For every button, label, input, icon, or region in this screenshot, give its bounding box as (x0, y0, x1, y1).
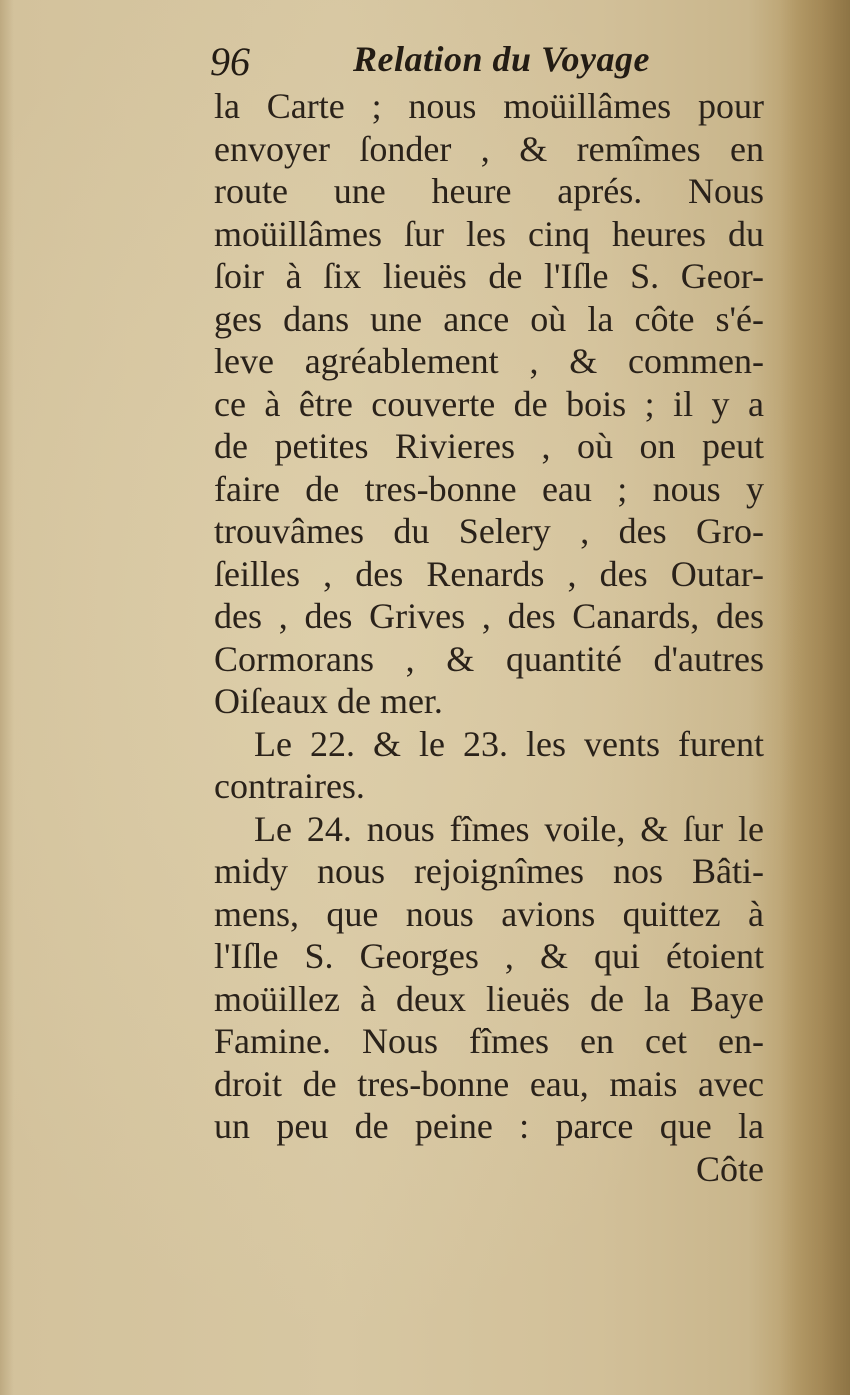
text-line-10: faire de tres-bonne eau ; nous y (214, 468, 764, 509)
text-line-23: Famine. Nous fîmes en cet en- (214, 1021, 764, 1061)
text-line-11: trouvâmes du Selery , des Gro- (214, 511, 764, 551)
text-line-12: ſeilles , des Renards , des Outar- (214, 553, 764, 594)
page-left-edge (0, 0, 14, 1395)
text-line-7: leve agréablement , & commen- (214, 341, 764, 381)
text-line-18: Le 24. nous fîmes voile, & ſur le (254, 808, 764, 849)
text-line-2: envoyer ſonder , & remîmes en (214, 128, 764, 169)
text-line-21: l'Iſle S. Georges , & qui étoient (214, 936, 764, 976)
page-spine-shadow (780, 0, 850, 1395)
text-line-15: Oiſeaux de mer. (214, 681, 443, 721)
text-line-19: midy nous rejoignîmes nos Bâti- (214, 851, 764, 891)
text-line-9: de petites Rivieres , où on peut (214, 426, 764, 466)
text-line-8: ce à être couverte de bois ; il y a (214, 383, 764, 424)
text-line-13: des , des Grives , des Canards, des (214, 596, 764, 636)
text-line-25: un peu de peine : parce que la (214, 1106, 764, 1146)
text-line-3: route une heure aprés. Nous (214, 171, 764, 211)
text-line-20: mens, que nous avions quittez à (214, 893, 764, 934)
page-number: 96 (210, 39, 250, 84)
page-header (210, 38, 770, 88)
catchword: Côte (696, 1148, 764, 1189)
text-line-14: Cormorans , & quantité d'autres (214, 638, 764, 679)
text-line-16: Le 22. & le 23. les vents furent (254, 723, 764, 764)
running-head: Relation du Voyage (353, 39, 651, 79)
text-line-5: ſoir à ſix lieuës de l'Iſle S. Geor- (214, 256, 764, 296)
text-line-22: moüillez à deux lieuës de la Baye (214, 978, 764, 1019)
text-line-1: la Carte ; nous moüillâmes pour (214, 86, 764, 126)
text-line-24: droit de tres-bonne eau, mais avec (214, 1063, 764, 1104)
body-text (214, 85, 764, 1190)
text-line-17: contraires. (214, 766, 365, 806)
text-line-6: ges dans une ance où la côte s'é- (214, 298, 764, 339)
text-line-4: moüillâmes ſur les cinq heures du (214, 213, 764, 254)
